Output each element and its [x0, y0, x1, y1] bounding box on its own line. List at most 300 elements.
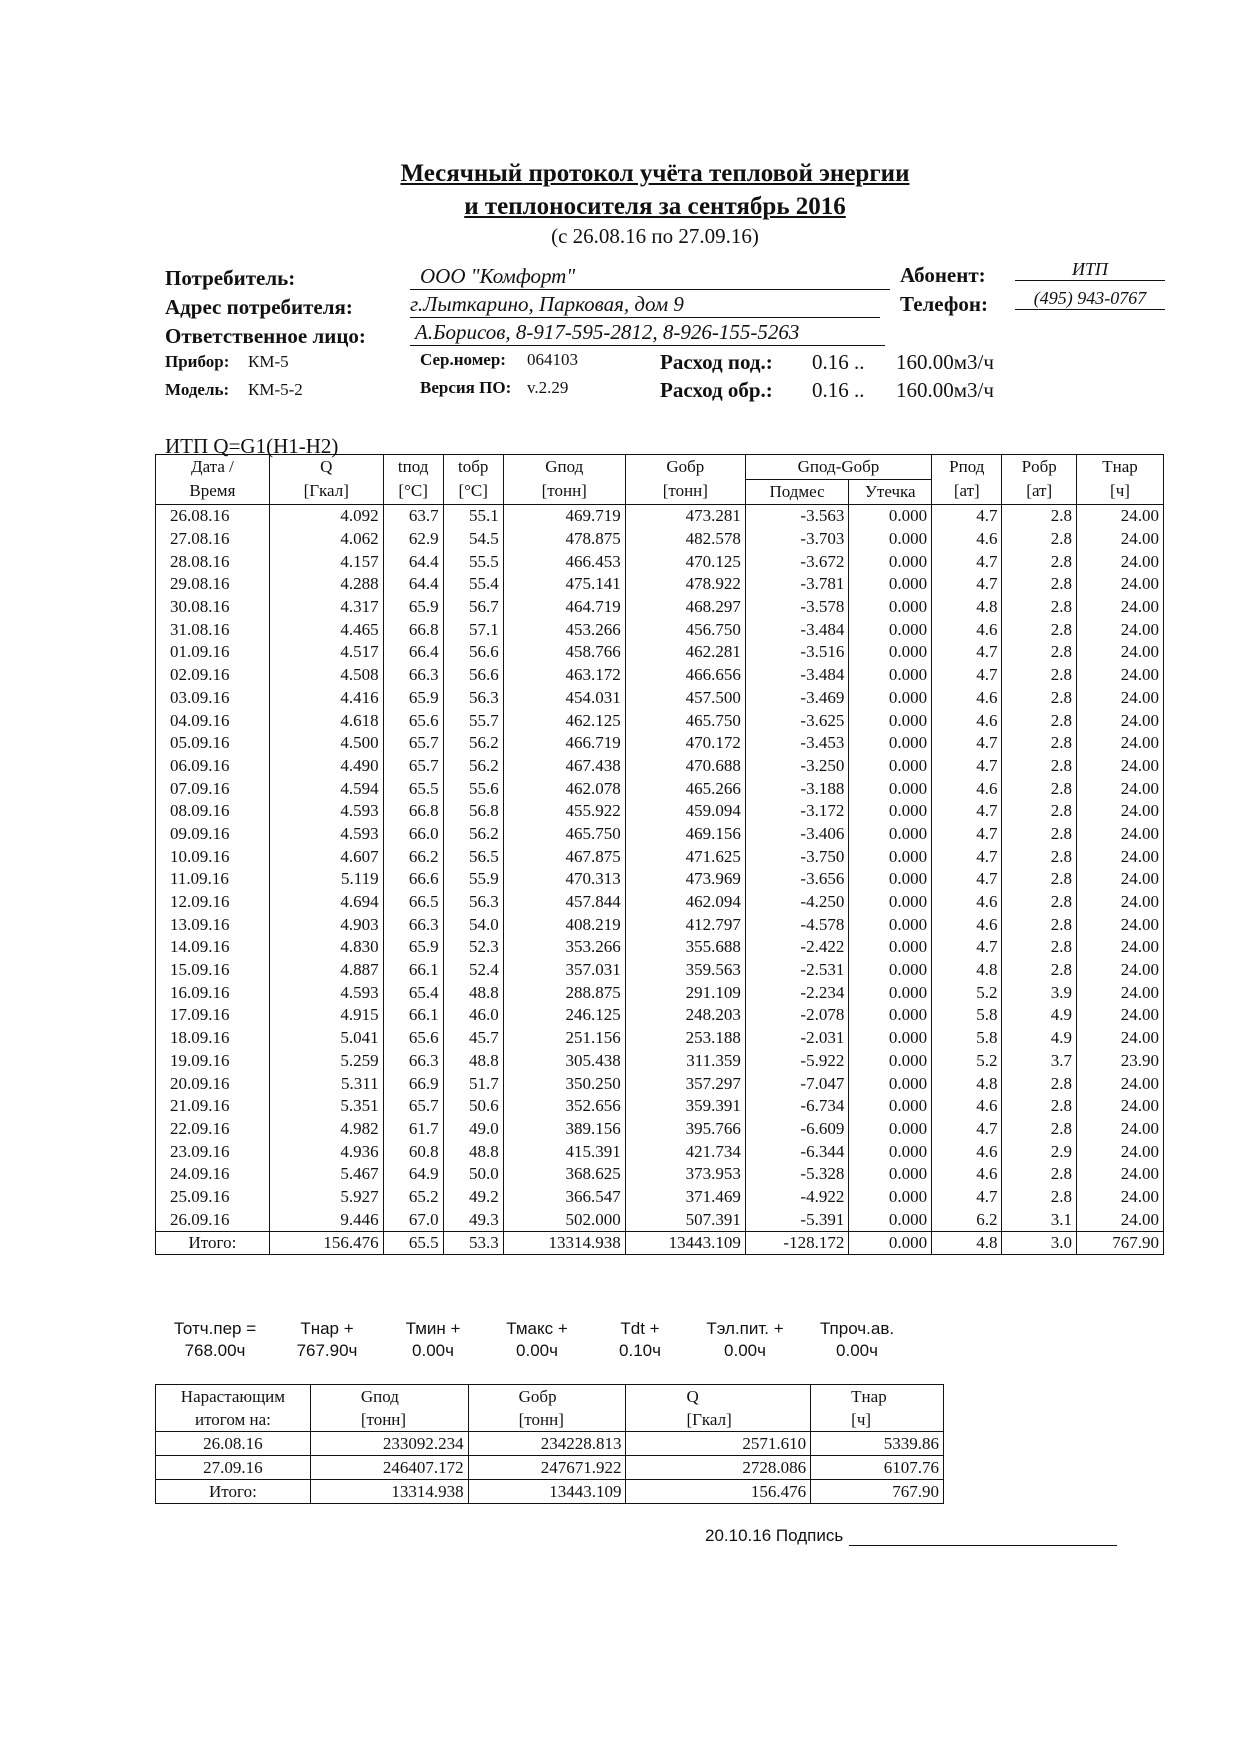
- total-tsup: 65.5: [383, 1232, 443, 1255]
- device-label: Прибор:: [165, 352, 230, 371]
- table-row: [156, 505, 1164, 528]
- table-row: [156, 528, 1164, 551]
- cell-psup: 4.7: [932, 664, 1002, 687]
- cell-pret: 2.8: [1002, 1118, 1077, 1141]
- cell-pret: 2.9: [1002, 1140, 1077, 1163]
- cell-tsup: 64.4: [383, 573, 443, 596]
- version-value: v.2.29: [527, 378, 569, 397]
- cell-gsup: 408.219: [503, 913, 625, 936]
- cell-gsup: 457.844: [503, 891, 625, 914]
- cell-tret: 51.7: [443, 1072, 503, 1095]
- cell-date: 05.09.16: [156, 732, 270, 755]
- cum-cell-gret: 234228.813: [468, 1432, 626, 1456]
- cell-date: 11.09.16: [156, 868, 270, 891]
- signature-line: [705, 1526, 1117, 1546]
- daily-rows: [156, 505, 1164, 1232]
- cell-date: 17.09.16: [156, 1004, 270, 1027]
- cell-gret: 470.172: [625, 732, 745, 755]
- time-stats: [160, 1318, 980, 1368]
- cell-gret: 253.188: [625, 1027, 745, 1050]
- cell-mix: -3.484: [745, 664, 848, 687]
- cell-tnar: 24.00: [1076, 845, 1163, 868]
- time-stat-value: 0.10ч: [619, 1341, 661, 1360]
- cell-leak: 0.000: [849, 1027, 932, 1050]
- cell-mix: -6.344: [745, 1140, 848, 1163]
- time-stat-label: Тнар +: [300, 1319, 354, 1338]
- cell-q: 5.119: [269, 868, 383, 891]
- total-row: [156, 1232, 1164, 1255]
- cell-mix: -7.047: [745, 1072, 848, 1095]
- cell-gsup: 352.656: [503, 1095, 625, 1118]
- cell-pret: 2.8: [1002, 664, 1077, 687]
- cell-tret: 48.8: [443, 1140, 503, 1163]
- cell-q: 4.062: [269, 528, 383, 551]
- cell-tsup: 66.6: [383, 868, 443, 891]
- table-row: [156, 1186, 1164, 1209]
- cell-pret: 2.8: [1002, 1072, 1077, 1095]
- cell-tnar: 24.00: [1076, 732, 1163, 755]
- cell-tnar: 24.00: [1076, 1095, 1163, 1118]
- cell-date: 29.08.16: [156, 573, 270, 596]
- cell-gsup: 453.266: [503, 618, 625, 641]
- address-value: г.Лыткарино, Парковая, дом 9: [410, 292, 880, 318]
- cell-gret: 421.734: [625, 1140, 745, 1163]
- cell-mix: -5.922: [745, 1050, 848, 1073]
- total-psup: 4.8: [932, 1232, 1002, 1255]
- cell-tsup: 66.3: [383, 664, 443, 687]
- time-stat: [802, 1318, 912, 1362]
- cell-leak: 0.000: [849, 777, 932, 800]
- cum-cell-tnar: 6107.76: [811, 1456, 944, 1480]
- page-title-line1: Месячный протокол учёта тепловой энергии: [400, 160, 910, 187]
- cell-tsup: 64.4: [383, 550, 443, 573]
- total-mix: -128.172: [745, 1232, 848, 1255]
- time-stat-label: Тмин +: [405, 1319, 461, 1338]
- cell-leak: 0.000: [849, 709, 932, 732]
- cell-pret: 4.9: [1002, 1027, 1077, 1050]
- cell-gret: 470.125: [625, 550, 745, 573]
- cell-leak: 0.000: [849, 1072, 932, 1095]
- col-header-tret: tобр [°C]: [443, 455, 503, 505]
- cell-psup: 4.6: [932, 618, 1002, 641]
- cell-gsup: 466.453: [503, 550, 625, 573]
- cell-tnar: 24.00: [1076, 891, 1163, 914]
- cell-gsup: 462.125: [503, 709, 625, 732]
- cell-pret: 3.9: [1002, 981, 1077, 1004]
- table-row: [156, 618, 1164, 641]
- cell-date: 30.08.16: [156, 596, 270, 619]
- cell-psup: 4.6: [932, 687, 1002, 710]
- total-pret: 3.0: [1002, 1232, 1077, 1255]
- cell-pret: 2.8: [1002, 891, 1077, 914]
- cell-leak: 0.000: [849, 618, 932, 641]
- flow-return-label: Расход обр.:: [660, 378, 773, 402]
- cell-tnar: 24.00: [1076, 913, 1163, 936]
- serial-label: Сер.номер:: [420, 350, 506, 369]
- cell-q: 4.500: [269, 732, 383, 755]
- cell-pret: 3.7: [1002, 1050, 1077, 1073]
- cum-cell-gret: 247671.922: [468, 1456, 626, 1480]
- table-row: [156, 1004, 1164, 1027]
- cell-leak: 0.000: [849, 1163, 932, 1186]
- time-stat-value: 0.00ч: [412, 1341, 454, 1360]
- cell-q: 4.982: [269, 1118, 383, 1141]
- cell-tret: 56.2: [443, 755, 503, 778]
- cell-gret: 462.281: [625, 641, 745, 664]
- cell-tret: 56.8: [443, 800, 503, 823]
- cell-gsup: 288.875: [503, 981, 625, 1004]
- cell-leak: 0.000: [849, 1186, 932, 1209]
- cell-psup: 6.2: [932, 1208, 1002, 1231]
- cell-gret: 457.500: [625, 687, 745, 710]
- cell-leak: 0.000: [849, 936, 932, 959]
- cum-cell-gsup: 13314.938: [310, 1480, 468, 1504]
- cell-date: 26.08.16: [156, 505, 270, 528]
- cell-tsup: 66.5: [383, 891, 443, 914]
- cell-tnar: 24.00: [1076, 1208, 1163, 1231]
- cell-date: 13.09.16: [156, 913, 270, 936]
- cell-tnar: 24.00: [1076, 528, 1163, 551]
- cell-q: 5.311: [269, 1072, 383, 1095]
- cell-mix: -4.922: [745, 1186, 848, 1209]
- cell-gsup: 462.078: [503, 777, 625, 800]
- total-leak: 0.000: [849, 1232, 932, 1255]
- cell-mix: -3.781: [745, 573, 848, 596]
- table-row: [156, 573, 1164, 596]
- cell-gsup: 415.391: [503, 1140, 625, 1163]
- cell-gret: 355.688: [625, 936, 745, 959]
- cell-leak: 0.000: [849, 1050, 932, 1073]
- cell-tnar: 24.00: [1076, 1118, 1163, 1141]
- phone-label: Телефон:: [900, 292, 989, 316]
- cell-tsup: 66.3: [383, 913, 443, 936]
- cell-mix: -3.406: [745, 823, 848, 846]
- cell-psup: 4.6: [932, 913, 1002, 936]
- cum-cell-date: 27.09.16: [156, 1456, 311, 1480]
- cell-q: 4.594: [269, 777, 383, 800]
- table-row: [156, 1050, 1164, 1073]
- cell-q: 9.446: [269, 1208, 383, 1231]
- time-stat: [160, 1318, 270, 1362]
- cell-q: 5.467: [269, 1163, 383, 1186]
- cell-gsup: 389.156: [503, 1118, 625, 1141]
- table-row: [156, 868, 1164, 891]
- cell-psup: 4.7: [932, 1186, 1002, 1209]
- cell-q: 4.915: [269, 1004, 383, 1027]
- cell-q: 4.465: [269, 618, 383, 641]
- cell-gret: 412.797: [625, 913, 745, 936]
- cell-pret: 2.8: [1002, 687, 1077, 710]
- cell-date: 31.08.16: [156, 618, 270, 641]
- cell-date: 18.09.16: [156, 1027, 270, 1050]
- cell-pret: 2.8: [1002, 777, 1077, 800]
- cell-tnar: 24.00: [1076, 755, 1163, 778]
- cell-tnar: 24.00: [1076, 981, 1163, 1004]
- cell-tsup: 66.1: [383, 959, 443, 982]
- version-label: Версия ПО:: [420, 378, 512, 397]
- cell-gret: 371.469: [625, 1186, 745, 1209]
- cell-date: 04.09.16: [156, 709, 270, 732]
- cell-date: 06.09.16: [156, 755, 270, 778]
- consumer-label: Потребитель:: [165, 266, 296, 290]
- cell-q: 5.351: [269, 1095, 383, 1118]
- cell-q: 5.259: [269, 1050, 383, 1073]
- cell-psup: 4.6: [932, 528, 1002, 551]
- cell-tnar: 24.00: [1076, 709, 1163, 732]
- table-row: [156, 845, 1164, 868]
- cell-tsup: 65.6: [383, 1027, 443, 1050]
- cum-cell-gret: 13443.109: [468, 1480, 626, 1504]
- cell-date: 14.09.16: [156, 936, 270, 959]
- cell-gret: 357.297: [625, 1072, 745, 1095]
- cell-leak: 0.000: [849, 732, 932, 755]
- cell-pret: 2.8: [1002, 573, 1077, 596]
- cum-cell-q: 2571.610: [626, 1432, 811, 1456]
- cell-tnar: 24.00: [1076, 1004, 1163, 1027]
- cum-cell-q: 156.476: [626, 1480, 811, 1504]
- cell-psup: 4.7: [932, 755, 1002, 778]
- cell-tnar: 24.00: [1076, 618, 1163, 641]
- cell-q: 4.317: [269, 596, 383, 619]
- cell-gsup: 464.719: [503, 596, 625, 619]
- cell-gret: 478.922: [625, 573, 745, 596]
- cell-gret: 507.391: [625, 1208, 745, 1231]
- cell-psup: 5.8: [932, 1004, 1002, 1027]
- cell-gret: 482.578: [625, 528, 745, 551]
- cell-psup: 4.7: [932, 823, 1002, 846]
- cell-tret: 49.0: [443, 1118, 503, 1141]
- cell-tsup: 66.4: [383, 641, 443, 664]
- table-row: [156, 687, 1164, 710]
- cell-mix: -3.188: [745, 777, 848, 800]
- cell-pret: 2.8: [1002, 868, 1077, 891]
- cell-tsup: 63.7: [383, 505, 443, 528]
- cell-pret: 2.8: [1002, 1163, 1077, 1186]
- cell-date: 07.09.16: [156, 777, 270, 800]
- cell-gret: 359.391: [625, 1095, 745, 1118]
- cell-tret: 48.8: [443, 981, 503, 1004]
- model-label: Модель:: [165, 380, 230, 399]
- cell-tsup: 61.7: [383, 1118, 443, 1141]
- cell-q: 4.593: [269, 981, 383, 1004]
- cell-tret: 46.0: [443, 1004, 503, 1027]
- cell-gsup: 350.250: [503, 1072, 625, 1095]
- signature-blank: [849, 1531, 1117, 1546]
- table-row: [156, 1208, 1164, 1231]
- cell-date: 25.09.16: [156, 1186, 270, 1209]
- cell-tsup: 67.0: [383, 1208, 443, 1231]
- cell-pret: 3.1: [1002, 1208, 1077, 1231]
- cell-tnar: 24.00: [1076, 664, 1163, 687]
- cell-tsup: 66.1: [383, 1004, 443, 1027]
- cell-tnar: 24.00: [1076, 550, 1163, 573]
- cum-cell-gsup: 246407.172: [310, 1456, 468, 1480]
- cell-psup: 4.8: [932, 1072, 1002, 1095]
- formula-caption: ИТП Q=G1(H1-H2): [165, 434, 339, 458]
- cell-pret: 2.8: [1002, 800, 1077, 823]
- table-row: [156, 1140, 1164, 1163]
- phone-value: (495) 943-0767: [1015, 288, 1165, 310]
- cell-tnar: 24.00: [1076, 823, 1163, 846]
- cum-cell-tnar: 5339.86: [811, 1432, 944, 1456]
- table-row: [156, 800, 1164, 823]
- cell-tsup: 66.3: [383, 1050, 443, 1073]
- cell-tret: 54.5: [443, 528, 503, 551]
- cum-header-q: Q [Гкал]: [626, 1385, 811, 1432]
- time-stat-label: Тотч.пер =: [173, 1319, 257, 1338]
- cell-mix: -5.328: [745, 1163, 848, 1186]
- cell-date: 15.09.16: [156, 959, 270, 982]
- cell-tret: 56.2: [443, 823, 503, 846]
- cell-gsup: 368.625: [503, 1163, 625, 1186]
- cell-gsup: 246.125: [503, 1004, 625, 1027]
- cell-q: 5.041: [269, 1027, 383, 1050]
- cell-pret: 2.8: [1002, 913, 1077, 936]
- cell-gsup: 455.922: [503, 800, 625, 823]
- time-stat: [690, 1318, 800, 1362]
- cell-tnar: 24.00: [1076, 1163, 1163, 1186]
- cell-q: 4.830: [269, 936, 383, 959]
- cell-tsup: 65.6: [383, 709, 443, 732]
- cell-psup: 4.8: [932, 959, 1002, 982]
- cell-tsup: 66.0: [383, 823, 443, 846]
- table-row: [156, 1118, 1164, 1141]
- table-row: [156, 777, 1164, 800]
- cell-tsup: 65.9: [383, 596, 443, 619]
- table-row: [156, 891, 1164, 914]
- col-header-pret: Pобр [ат]: [1002, 455, 1077, 505]
- table-row: [156, 913, 1164, 936]
- cell-date: 28.08.16: [156, 550, 270, 573]
- cell-mix: -3.750: [745, 845, 848, 868]
- cell-tret: 56.3: [443, 891, 503, 914]
- cell-mix: -2.031: [745, 1027, 848, 1050]
- cell-tsup: 62.9: [383, 528, 443, 551]
- col-header-tnar: Tнар [ч]: [1076, 455, 1163, 505]
- cell-psup: 4.8: [932, 596, 1002, 619]
- cell-tret: 52.3: [443, 936, 503, 959]
- cell-tret: 52.4: [443, 959, 503, 982]
- cell-mix: -2.531: [745, 959, 848, 982]
- cell-leak: 0.000: [849, 845, 932, 868]
- cell-q: 4.508: [269, 664, 383, 687]
- cell-tnar: 24.00: [1076, 959, 1163, 982]
- cell-gret: 291.109: [625, 981, 745, 1004]
- cell-tsup: 66.9: [383, 1072, 443, 1095]
- cell-gsup: 466.719: [503, 732, 625, 755]
- cell-mix: -3.250: [745, 755, 848, 778]
- cell-date: 08.09.16: [156, 800, 270, 823]
- subscriber-label: Абонент:: [900, 263, 986, 287]
- cell-tret: 56.6: [443, 641, 503, 664]
- cell-gret: 473.969: [625, 868, 745, 891]
- cell-gret: 468.297: [625, 596, 745, 619]
- cell-q: 4.517: [269, 641, 383, 664]
- cell-psup: 4.7: [932, 936, 1002, 959]
- cell-tsup: 66.2: [383, 845, 443, 868]
- time-stat-value: 0.00ч: [724, 1341, 766, 1360]
- cell-gsup: 305.438: [503, 1050, 625, 1073]
- daily-data-table: [155, 454, 1164, 1255]
- table-row: [156, 755, 1164, 778]
- cell-tret: 48.8: [443, 1050, 503, 1073]
- cell-psup: 4.7: [932, 845, 1002, 868]
- cell-q: 4.416: [269, 687, 383, 710]
- cell-leak: 0.000: [849, 1095, 932, 1118]
- cell-psup: 4.6: [932, 891, 1002, 914]
- cell-tret: 56.2: [443, 732, 503, 755]
- cell-pret: 2.8: [1002, 618, 1077, 641]
- time-stat-label: Тмакс +: [506, 1319, 568, 1338]
- cell-pret: 4.9: [1002, 1004, 1077, 1027]
- cell-tsup: 65.7: [383, 732, 443, 755]
- cell-date: 03.09.16: [156, 687, 270, 710]
- cell-tsup: 65.2: [383, 1186, 443, 1209]
- cell-mix: -6.609: [745, 1118, 848, 1141]
- cell-q: 5.927: [269, 1186, 383, 1209]
- cell-date: 02.09.16: [156, 664, 270, 687]
- cell-gsup: 251.156: [503, 1027, 625, 1050]
- cell-gsup: 478.875: [503, 528, 625, 551]
- page-title-line2: и теплоносителя за сентябрь 2016: [464, 193, 846, 220]
- cell-tsup: 65.9: [383, 936, 443, 959]
- cell-mix: -4.578: [745, 913, 848, 936]
- cell-leak: 0.000: [849, 505, 932, 528]
- cell-leak: 0.000: [849, 687, 932, 710]
- cell-pret: 2.8: [1002, 1095, 1077, 1118]
- cell-gsup: 366.547: [503, 1186, 625, 1209]
- cell-mix: -3.484: [745, 618, 848, 641]
- cell-date: 26.09.16: [156, 1208, 270, 1231]
- table-row: [156, 550, 1164, 573]
- table-row: [156, 936, 1164, 959]
- cell-gsup: 502.000: [503, 1208, 625, 1231]
- table-row: [156, 959, 1164, 982]
- cell-tnar: 24.00: [1076, 596, 1163, 619]
- model-value: КМ-5-2: [248, 380, 303, 399]
- flow-supply-label: Расход под.:: [660, 350, 773, 374]
- cell-tnar: 24.00: [1076, 936, 1163, 959]
- cell-leak: 0.000: [849, 891, 932, 914]
- cumulative-row: [156, 1432, 944, 1456]
- cell-q: 4.490: [269, 755, 383, 778]
- cell-date: 23.09.16: [156, 1140, 270, 1163]
- time-stat: [272, 1318, 382, 1362]
- cell-gret: 359.563: [625, 959, 745, 982]
- cell-mix: -3.656: [745, 868, 848, 891]
- cell-date: 20.09.16: [156, 1072, 270, 1095]
- cell-tret: 56.3: [443, 687, 503, 710]
- cell-psup: 4.7: [932, 868, 1002, 891]
- cell-gsup: 353.266: [503, 936, 625, 959]
- cell-pret: 2.8: [1002, 596, 1077, 619]
- cum-header-gret: Gобр [тонн]: [468, 1385, 626, 1432]
- cell-gsup: 454.031: [503, 687, 625, 710]
- cell-q: 4.157: [269, 550, 383, 573]
- cell-gret: 456.750: [625, 618, 745, 641]
- cell-psup: 5.2: [932, 1050, 1002, 1073]
- cell-tnar: 24.00: [1076, 1027, 1163, 1050]
- cell-leak: 0.000: [849, 1208, 932, 1231]
- device-value: КМ-5: [248, 352, 289, 371]
- cell-tret: 55.4: [443, 573, 503, 596]
- cell-psup: 4.6: [932, 1140, 1002, 1163]
- table-row: [156, 732, 1164, 755]
- cell-date: 01.09.16: [156, 641, 270, 664]
- cum-cell-gsup: 233092.234: [310, 1432, 468, 1456]
- cell-tsup: 64.9: [383, 1163, 443, 1186]
- cell-gret: 465.750: [625, 709, 745, 732]
